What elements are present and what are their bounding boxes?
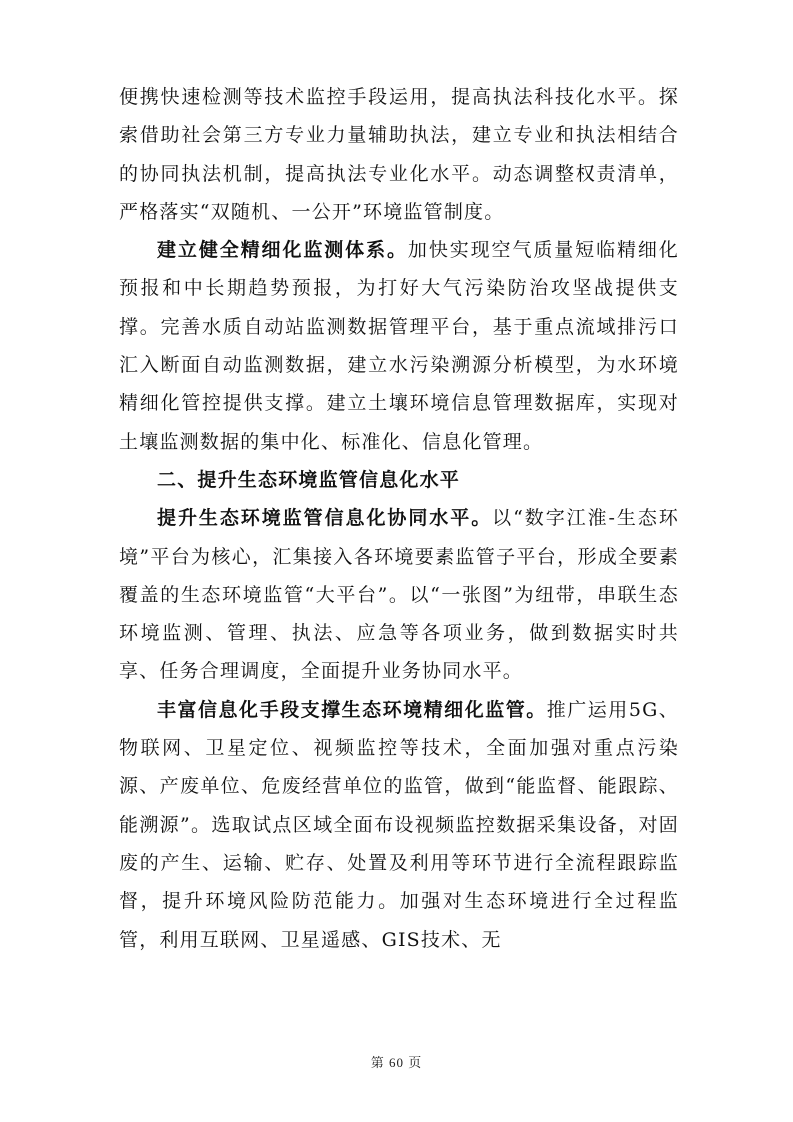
page-number: 第 60 页 (370, 1055, 423, 1070)
paragraph-text: 加快实现空气质量短临精细化预报和中长期趋势预报，为打好大气污染防治攻坚战提供支撑。完善水质自动站监测数据管理平台，基于重点流域排污口汇入断面自动监测数据，建立水污染溯源分析模型，为水环境精细化管控提供支撑。建立土壤环境信息管理数据库，实现对土壤监测数据的集中化、标准化、信息化管理。 (119, 239, 679, 453)
document-body (119, 78, 679, 959)
paragraph-continued (119, 78, 679, 231)
paragraph-informatization (119, 691, 679, 959)
paragraph-lead: 丰富信息化手段支撑生态环境精细化监管。 (157, 698, 547, 721)
paragraph-lead: 建立健全精细化监测体系。 (157, 239, 408, 262)
paragraph-lead: 提升生态环境监管信息化协同水平。 (157, 507, 493, 530)
paragraph-text: 便携快速检测等技术监控手段运用，提高执法科技化水平。探索借助社会第三方专业力量辅助执法，建立专业和执法相结合的协同执法机制，提高执法专业化水平。动态调整权责清单，严格落实“双随机、一公开”环境监管制度。 (119, 86, 679, 223)
paragraph-monitoring-system (119, 231, 679, 461)
paragraph-text: 推广运用5G、物联网、卫星定位、视频监控等技术，全面加强对重点污染源、产废单位、危废经营单位的监管，做到“能监督、能跟踪、能溯源”。选取试点区域全面布设视频监控数据采集设备，对固废的产生、运输、贮存、处置及利用等环节进行全流程跟踪监督，提升环境风险防范能力。加强对生态环境进行全过程监管，利用互联网、卫星遥感、GIS技术、无 (119, 698, 679, 951)
section-heading: 二、提升生态环境监管信息化水平 (157, 468, 461, 491)
paragraph-text: 以“数字江淮-生态环境”平台为核心，汇集接入各环境要素监管子平台，形成全要素覆盖的生态环境监管“大平台”。以“一张图”为纽带，串联生态环境监测、管理、执法、应急等各项业务，做到数据实时共享、任务合理调度，全面提升业务协同水平。 (119, 507, 680, 683)
paragraph-collaboration (119, 499, 679, 690)
